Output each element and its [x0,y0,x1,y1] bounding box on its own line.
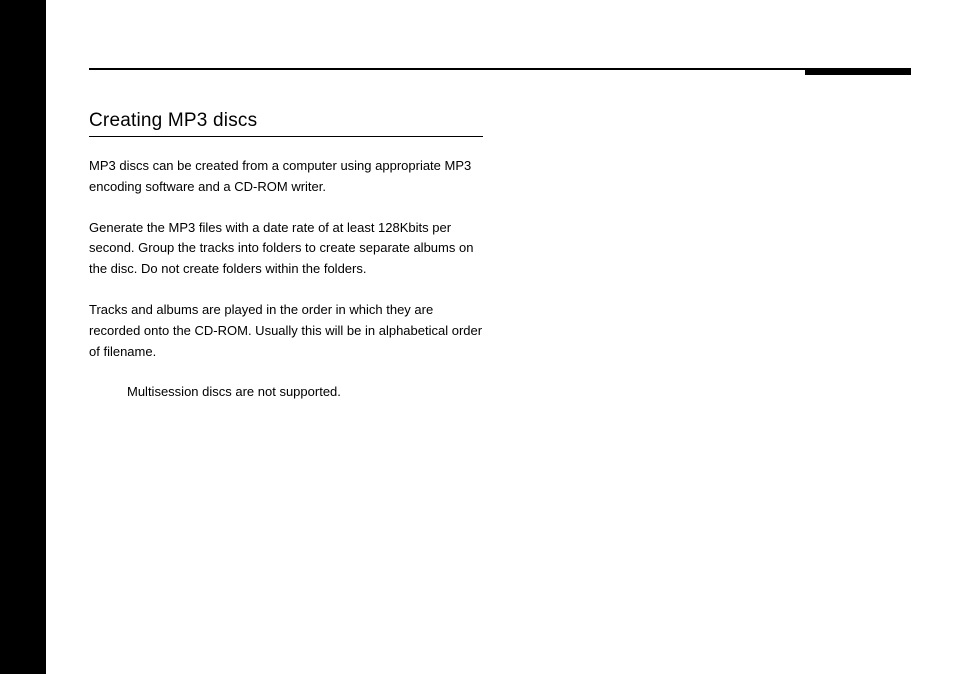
section-title: Creating MP3 discs [89,108,483,137]
paragraph-file-generation: Generate the MP3 files with a date rate of at least 128Kbits per second. Group the tracks into folders to create separate albums on the disc. Do not create folders within the folders. [89,219,474,277]
paragraph-play-order: Tracks and albums are played in the order in which they are recorded onto the CD-ROM. Usually this will be in alphabetical order of filename. [89,301,483,359]
header-rule-tab [805,68,911,75]
left-margin-bar [0,0,46,674]
page-content [89,108,483,403]
paragraph-mp3-creation: MP3 discs can be created from a computer using appropriate MP3 encoding software and a CD-ROM writer. [89,158,472,194]
multisession-note: Multisession discs are not supported. [127,384,341,400]
header-rule [89,68,911,70]
